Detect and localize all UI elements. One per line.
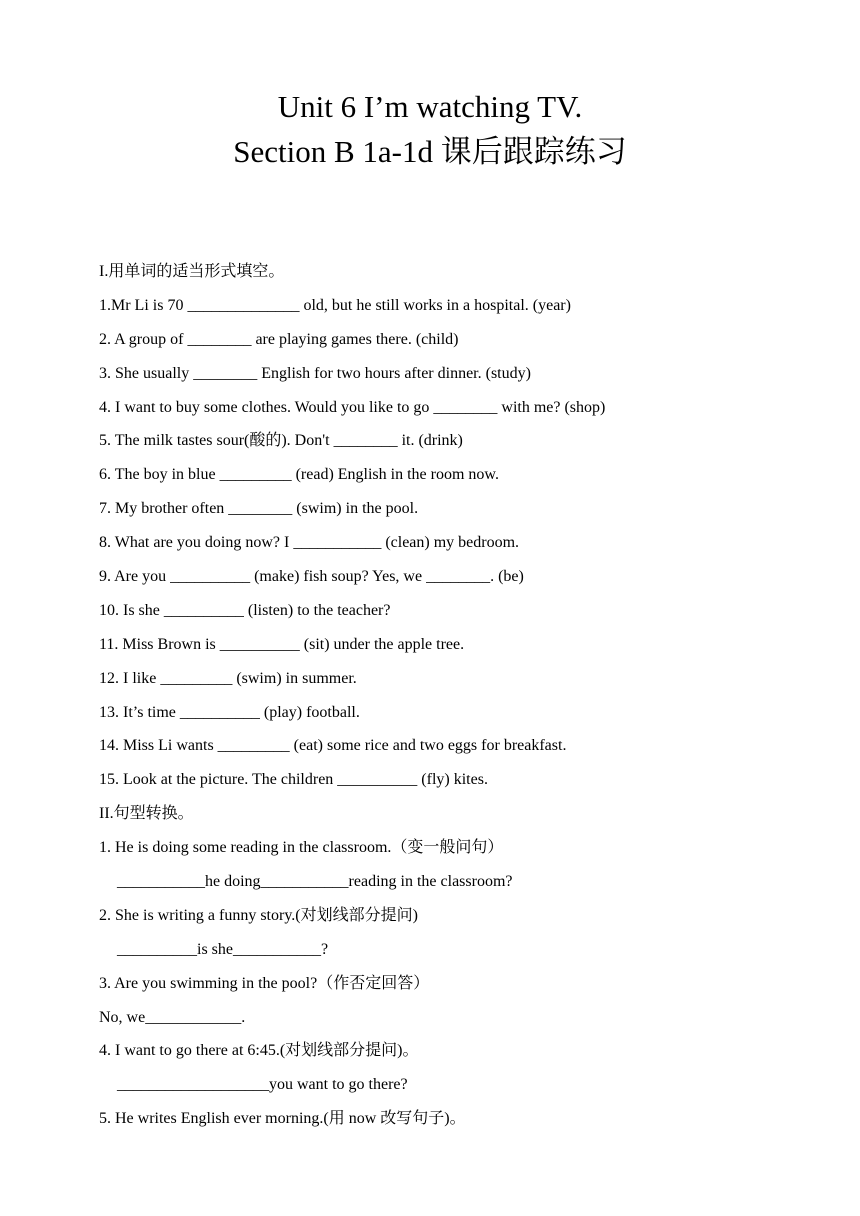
exercise-line: 7. My brother often ________ (swim) in the pool. (99, 500, 419, 518)
exercise-line: __________is she___________? (117, 940, 329, 958)
exercise-line: 11. Miss Brown is __________ (sit) under the apple tree. (99, 635, 465, 653)
exercise-line: 4. I want to buy some clothes. Would you like to go ________ with me? (shop) (99, 398, 606, 416)
exercise-line: 10. Is she __________ (listen) to the teacher? (99, 601, 391, 619)
exercise-line: 14. Miss Li wants _________ (eat) some rice and two eggs for breakfast. (99, 737, 567, 755)
exercise-line: 1. He is doing some reading in the classroom.（变一般问句） (99, 839, 504, 857)
exercise-line: 12. I like _________ (swim) in summer. (99, 669, 357, 687)
exercise-line: 15. Look at the picture. The children __________ (fly) kites. (99, 771, 488, 789)
exercise-line: II.句型转换。 (99, 805, 194, 823)
page-subtitle: Section B 1a-1d 课后跟踪练习 (233, 134, 627, 169)
exercise-line: 1.Mr Li is 70 ______________ old, but he still works in a hospital. (year) (99, 296, 571, 314)
page-title: Unit 6 I’m watching TV. (277, 89, 583, 124)
exercise-line: ___________________you want to go there? (117, 1076, 408, 1094)
exercise-line: 6. The boy in blue _________ (read) English in the room now. (99, 466, 499, 484)
exercise-line: 5. He writes English ever morning.(用 now 改写句子)。 (99, 1110, 466, 1128)
exercise-line: 13. It’s time __________ (play) football. (99, 703, 360, 721)
exercise-line: 3. Are you swimming in the pool?（作否定回答） (99, 974, 430, 992)
exercise-line: I.用单词的适当形式填空。 (99, 263, 285, 280)
exercise-line: 8. What are you doing now? I ___________ (clean) my bedroom. (99, 534, 520, 552)
title-block (0, 84, 860, 174)
exercise-line: No, we____________. (99, 1008, 246, 1026)
exercise-body (99, 255, 799, 1136)
exercise-line: 2. She is writing a funny story.(对划线部分提问) (99, 906, 418, 924)
exercise-line: 3. She usually ________ English for two hours after dinner. (study) (99, 364, 531, 382)
exercise-line: ___________he doing___________reading in the classroom? (117, 873, 513, 891)
exercise-line: 5. The milk tastes sour(酸的). Don't ________ it. (drink) (99, 432, 463, 450)
exercise-line: 2. A group of ________ are playing games there. (child) (99, 330, 459, 348)
exercise-line: 4. I want to go there at 6:45.(对划线部分提问)。 (99, 1042, 419, 1060)
exercise-line: 9. Are you __________ (make) fish soup? Yes, we ________. (be) (99, 568, 524, 586)
